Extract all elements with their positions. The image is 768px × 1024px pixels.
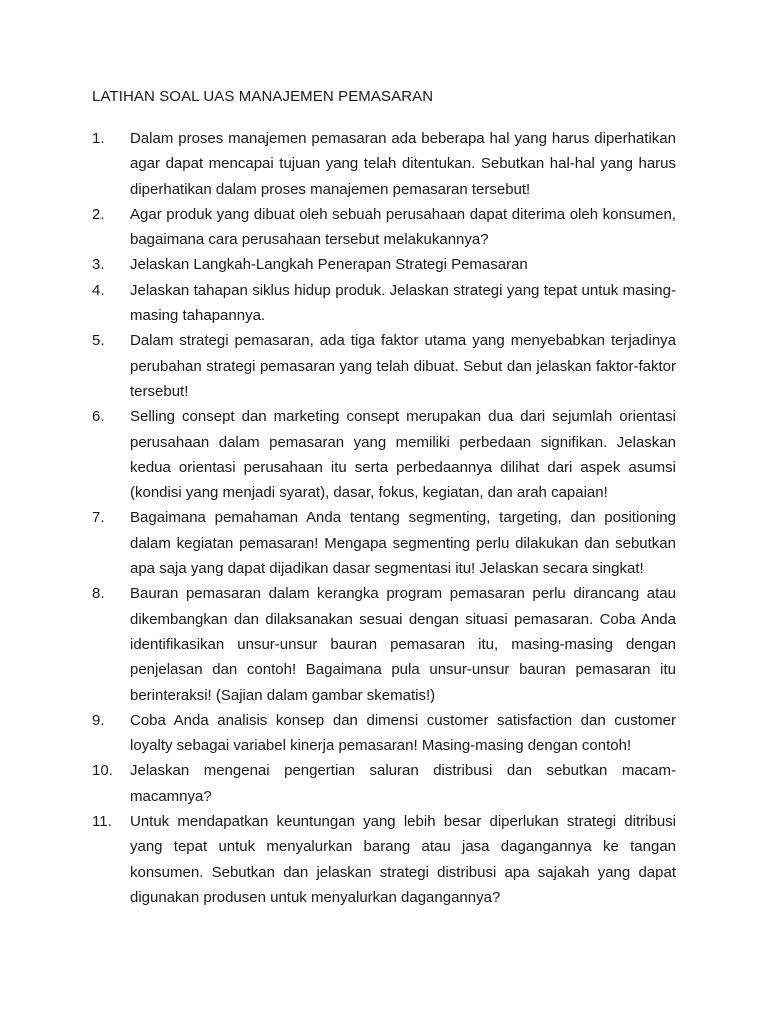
question-text: Coba Anda analisis konsep dan dimensi customer satisfaction dan customer loyalty sebagai variabel kinerja pemasaran! Masing-masing dengan contoh! xyxy=(130,711,676,755)
question-number: 3. xyxy=(92,256,105,274)
question-text: Selling consept dan marketing consept merupakan dua dari sejumlah orientasi perusahaan dalam pemasaran yang memiliki perbedaan signifikan. Jelaskan kedua orientasi perusahaan itu serta perbedaannya dilihat dari aspek asumsi (kondisi yang menjadi syarat), dasar, fokus, kegiatan, dan arah capaian! xyxy=(130,408,676,502)
question-text: Jelaskan tahapan siklus hidup produk. Jelaskan strategi yang tepat untuk masing-masing tahapannya. xyxy=(130,281,676,325)
question-item xyxy=(92,708,676,759)
question-item xyxy=(92,404,676,505)
question-number: 2. xyxy=(92,205,105,223)
question-item xyxy=(92,278,676,329)
question-item xyxy=(92,252,676,277)
question-text: Bagaimana pemahaman Anda tentang segmenting, targeting, dan positioning dalam kegiatan pemasaran! Mengapa segmenting perlu dilakukan dan sebutkan apa saja yang dapat dijadikan dasar segmentasi itu! Jelaskan secara singkat! xyxy=(130,509,676,578)
question-text: Bauran pemasaran dalam kerangka program pemasaran perlu dirancang atau dikembangkan dan dilaksanakan sesuai dengan situasi pemasaran. Coba Anda identifikasikan unsur-unsur bauran pemasaran itu, masing-masing dengan penjelasan dan contoh! Bagaimana pula unsur-unsur bauran pemasaran itu berinteraksi! (Sajian dalam gambar skematis!) xyxy=(130,585,676,704)
question-number: 10. xyxy=(92,762,113,780)
question-item xyxy=(92,505,676,581)
question-text: Dalam strategi pemasaran, ada tiga faktor utama yang menyebabkan terjadinya perubahan strategi pemasaran yang telah dibuat. Sebut dan jelaskan faktor-faktor tersebut! xyxy=(130,332,676,400)
question-text: Dalam proses manajemen pemasaran ada beberapa hal yang harus diperhatikan agar dapat mencapai tujuan yang telah ditentukan. Sebutkan hal-hal yang harus diperhatikan dalam proses manajemen pemasaran tersebut! xyxy=(130,130,676,198)
question-number: 6. xyxy=(92,408,105,426)
question-text: Jelaskan mengenai pengertian saluran distribusi dan sebutkan macam-macamnya? xyxy=(130,762,676,805)
question-text: Jelaskan Langkah-Langkah Penerapan Strategi Pemasaran xyxy=(130,256,528,274)
question-item xyxy=(92,202,676,253)
question-item xyxy=(92,328,676,404)
question-number: 11. xyxy=(92,813,112,831)
question-item xyxy=(92,581,676,707)
question-list xyxy=(92,126,676,910)
question-number: 4. xyxy=(92,281,105,299)
question-number: 9. xyxy=(92,711,105,729)
question-text: Untuk mendapatkan keuntungan yang lebih besar diperlukan strategi ditribusi yang tepat untuk menyalurkan barang atau jasa dagangannya ke tangan konsumen. Sebutkan dan jelaskan strategi distribusi apa sajakah yang dapat digunakan produsen untuk menyalurkan dagangannya? xyxy=(130,813,676,906)
question-number: 8. xyxy=(92,585,105,603)
question-item xyxy=(92,126,676,202)
question-item xyxy=(92,809,676,910)
question-text: Agar produk yang dibuat oleh sebuah perusahaan dapat diterima oleh konsumen, bagaimana cara perusahaan tersebut melakukannya? xyxy=(130,205,676,249)
document-page xyxy=(92,84,676,910)
question-number: 7. xyxy=(92,509,105,527)
question-item xyxy=(92,758,676,809)
question-number: 5. xyxy=(92,332,105,350)
page-title: LATIHAN SOAL UAS MANAJEMEN PEMASARAN xyxy=(92,88,434,105)
question-number: 1. xyxy=(92,130,105,147)
